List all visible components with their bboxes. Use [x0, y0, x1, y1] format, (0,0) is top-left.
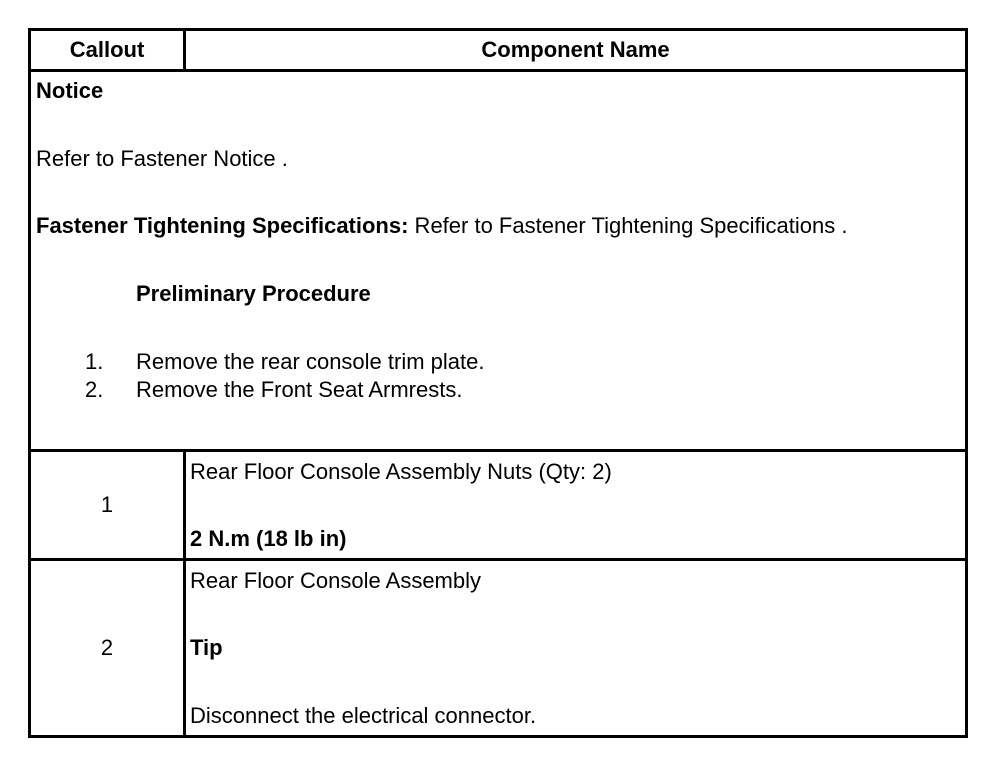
- step-number: 2.: [85, 377, 104, 402]
- step-text: Remove the Front Seat Armrests.: [136, 377, 463, 402]
- row1-component-name: Rear Floor Console Assembly Nuts (Qty: 2): [190, 459, 612, 484]
- step-number: 1.: [85, 349, 104, 374]
- preliminary-title: Preliminary Procedure: [136, 281, 371, 306]
- header-component-name: Component Name: [481, 37, 670, 62]
- row2-tip-label: Tip: [190, 635, 223, 660]
- notice-title: Notice: [36, 78, 104, 103]
- procedure-table: [28, 28, 968, 738]
- row2-component-name: Rear Floor Console Assembly: [190, 568, 482, 593]
- row2-callout: 2: [100, 635, 114, 660]
- notice-text: Refer to Fastener Notice .: [36, 146, 288, 171]
- spec-text: Refer to Fastener Tightening Specifications .: [408, 213, 848, 238]
- row1-callout: 1: [100, 492, 114, 517]
- header-callout: Callout: [69, 37, 145, 62]
- row1-torque: 2 N.m (18 lb in): [190, 526, 347, 551]
- spec-label: Fastener Tightening Specifications:: [36, 213, 409, 238]
- spec-line: [36, 213, 847, 239]
- row2-tip-text: Disconnect the electrical connector.: [190, 703, 537, 728]
- step-text: Remove the rear console trim plate.: [136, 349, 485, 374]
